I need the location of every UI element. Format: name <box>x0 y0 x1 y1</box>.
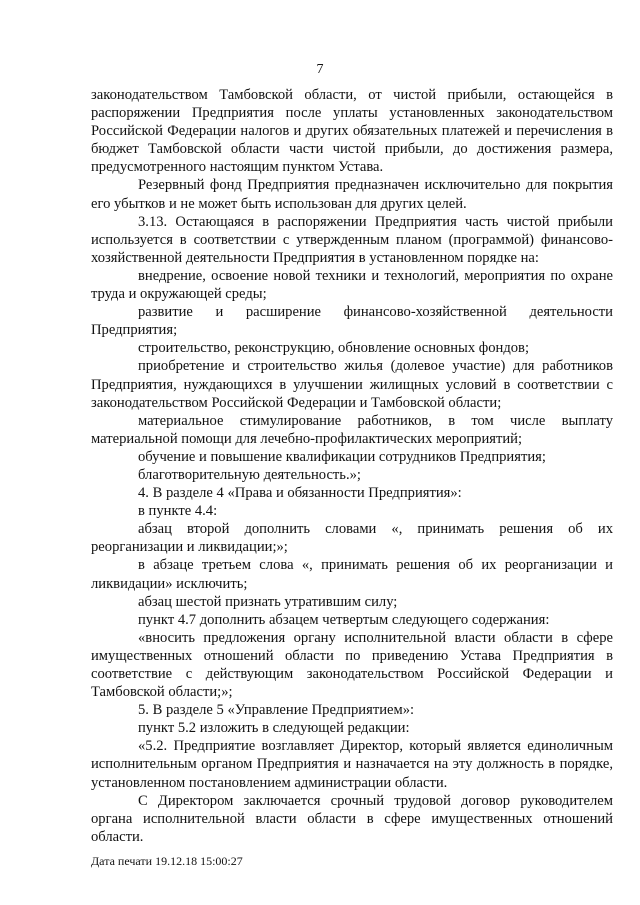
clause-4-4-para-6: абзац шестой признать утратившим силу; <box>138 593 398 610</box>
clause-4-7-heading: пункт 4.7 дополнить абзацем четвертым следующего содержания: <box>138 611 550 628</box>
document-body <box>91 86 613 846</box>
list-item-new-technology: внедрение, освоение новой техники и технологий, мероприятия по охране труда и окружающей среды; <box>91 267 613 303</box>
list-item-charity: благотворительную деятельность.»; <box>138 466 361 483</box>
paragraph-reserve-fund: Резервный фонд Предприятия предназначен исключительно для покрытия его убытков и не может быть использован для других целей. <box>91 177 613 212</box>
list-item-construction: строительство, реконструкцию, обновление основных фондов; <box>138 340 530 357</box>
paragraph-3-13: 3.13. Остающаяся в распоряжении Предприятия часть чистой прибыли используется в соответствии с утвержденным планом (программой) финансово-хозяйственной деятельности Предприятия в установленном порядке на: <box>91 213 613 266</box>
print-date-footer: Дата печати 19.12.18 15:00:27 <box>91 854 243 868</box>
clause-4-4-heading: в пункте 4.4: <box>138 503 218 520</box>
list-item-training: обучение и повышение квалификации сотрудников Предприятия; <box>138 448 546 465</box>
clause-5-2-text: «5.2. Предприятие возглавляет Директор, который является единоличным исполнительным органом Предприятия и назначается на эту должность в порядке, установленном постановлением администрации области. <box>91 738 613 791</box>
list-item-housing: приобретение и строительство жилья (долевое участие) для работников Предприятия, нуждающихся в улучшении жилищных условий в соответствии с законодательством Российской Федерации и Тамбовской области; <box>91 358 613 411</box>
list-item-incentives: материальное стимулирование работников, в том числе выплату материальной помощи для лечебно-профилактических мероприятий; <box>91 412 613 447</box>
clause-4-7-text: «вносить предложения органу исполнительной власти области в сфере имущественных отношений области по приведению Устава Предприятия в соответствие с действующим законодательством Российской Федерации и Тамбовской области;»; <box>91 629 613 701</box>
clause-4-4-para-2: абзац второй дополнить словами «, принимать решения об их реорганизации и ликвидации;»; <box>91 521 613 556</box>
director-contract-paragraph: С Директором заключается срочный трудовой договор руководителем органа исполнительной власти области в сфере имущественных отношений области. <box>91 792 613 845</box>
list-item-development: развитие и расширение финансово-хозяйственной деятельности Предприятия; <box>91 304 613 339</box>
paragraph-1-continuation: законодательством Тамбовской области, от чистой прибыли, остающейся в распоряжении Предприятия после уплаты установленных законодательством Российской Федерации налогов и других обязательных платежей и перечисления в бюджет Тамбовской области части чистой прибыли, до достижения размера, предусмотренного настоящим пунктом Устава. <box>91 87 613 176</box>
section-4-heading: 4. В разделе 4 «Права и обязанности Предприятия»: <box>138 485 462 502</box>
clause-4-4-para-3: в абзаце третьем слова «, принимать решения об их реорганизации и ликвидации» исключить; <box>91 557 613 592</box>
section-5-heading: 5. В разделе 5 «Управление Предприятием»: <box>138 702 415 719</box>
page-number: 7 <box>316 62 324 77</box>
clause-5-2-heading: пункт 5.2 изложить в следующей редакции: <box>138 720 410 737</box>
